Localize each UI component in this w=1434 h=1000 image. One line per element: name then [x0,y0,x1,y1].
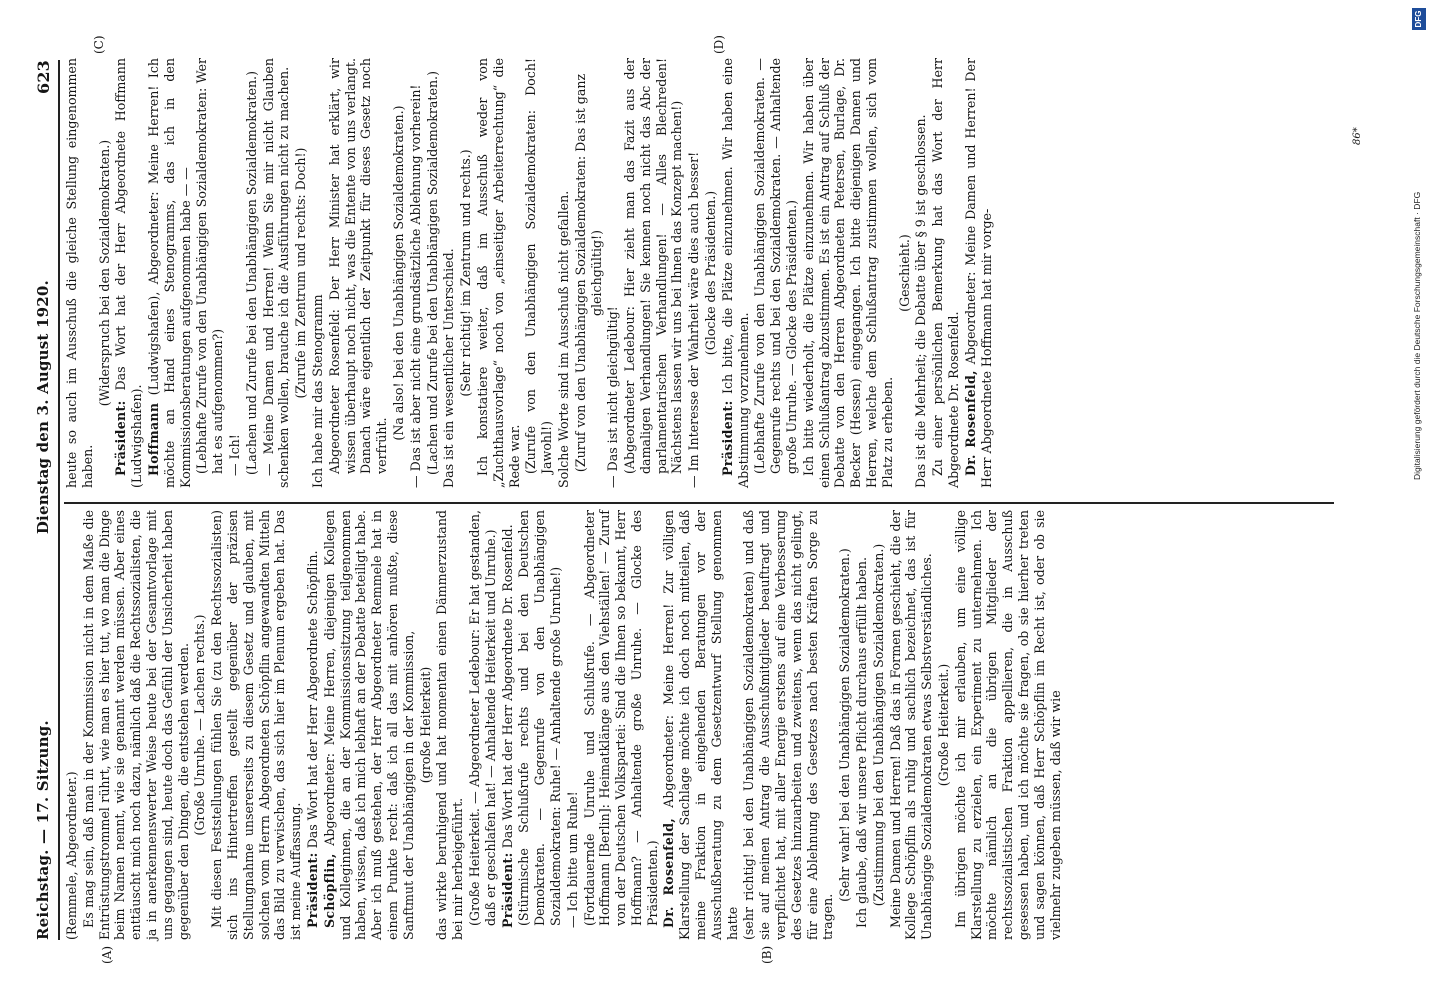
interjection: (Zustimmung bei den Unabhängigen Sozialdemokraten.) [870,543,886,907]
speech-paragraph [720,58,752,488]
paragraph: (sehr richtig! bei den Unabhängigen Sozialdemokraten) und daß sie auf meinen Antrag die Ausschußmitglieder beauftragt und verpflichtet hat, mit aller Energie erstens auf eine Verbesserung des Gesetzes hinzuarbeiten und zweitens, wenn das nicht gelingt, für eine Ablehnung des Gesetzes nach besten Kräften Sorge zu tragen. [741,510,836,940]
interjection: (Lachen und Zurufe bei den Unabhängigen Sozialdemokraten.) [243,71,259,475]
speech-paragraph [146,58,193,488]
paragraph: — Ich! [226,434,242,476]
paragraph: Zu einer persönlichen Bemerkung hat das Wort der Herr Abgeordnete Dr. Rosenfeld. [930,58,962,488]
speech-paragraph [113,58,145,488]
interjection: (Zurufe von den Unabhängigen Sozialdemokraten: Doch! Jawohl!) [523,58,555,474]
interjection: (Glocke des Präsidenten.) [703,190,719,356]
paragraph: — Das ist nicht gleichgültig! [605,306,621,488]
paragraph: — Im Interesse der Wahrheit wäre dies auch besser! [686,151,702,488]
paragraph: Ich glaube, daß wir unsere Pflicht durchaus erfüllt haben. [854,557,870,928]
speech-text: Das Wort hat der Herr Abgeordnete Schöpflin. [304,550,320,853]
paragraph: Meine Damen und Herren! Daß das in Formen geschieht, die der Kollege Schöpflin als ruhig und sachlich bezeichnet, das ist für Unabhängige Sozialdemokraten etwas Selbstverständliches. [887,510,935,940]
column-divider [64,502,1334,504]
left-column [64,510,1064,940]
speech-paragraph [963,58,995,488]
speech-paragraph [305,510,321,940]
header-center: Dienstag den 3. August 1920. [34,280,52,535]
interjection: (Lebhafte Zurufe von den Unabhängigen Sozialdemokraten: Wer hat es aufgenommen?) [194,58,226,474]
interjection: (Fortdauernde Unruhe und Schlußrufe. — Abgeordneter Hoffmann [Berlin]: Heimatklänge aus den Viehställen! — Zuruf von der Deutschen Volkspartei: Sind die Ihnen so bekannt, Herr Hoffmann? — Anhaltende große Unruhe. — Glocke des Präsidenten.) [581,510,660,926]
paragraph: — Das ist aber nicht eine grundsätzliche Ablehnung vorherein! [407,84,423,488]
speaker-name: Präsident: [719,400,735,476]
margin-marker-d: (D) [712,35,726,54]
digitization-note: Digitalisierung gefördert durch die Deutsche Forschungsgemeinschaft · DFG [1412,191,1422,480]
speech-text: Abgeordneter: Meine Herren! Zur völligen Klarstellung der Sachlage möchte ich doch noch mitteilen, daß meine Fraktion in eingehenden Beratungen vor der Ausschußberatung zu dem Gesetzentwurf Stellung genommen hatte [661,510,740,940]
interjection: (Zurufe im Zentrum und rechts: Doch!) [293,147,309,399]
paragraph: das wirkte beruhigend und hat momentan einen Dämmerzustand bei mir herbeigeführt. [434,510,466,940]
interjection: (Sehr richtig! im Zentrum und rechts.) [458,149,474,397]
interjection: (Stürmische Schlußrufe rechts und bei den Deutschen Demokraten. — Gegenrufe von den Unabhängigen Sozialdemokraten: Ruhe! — Anhaltende große Unruhe!) [516,510,563,926]
speaker-name: Dr. Rosenfeld, [661,817,677,928]
speech-text: Ich bitte, die Plätze einzunehmen. Wir haben eine Abstimmung vorzunehmen. [719,58,751,488]
interjection: (Zuruf von den Unabhängigen Sozialdemokraten: Das ist ganz gleichgültig!) [572,73,604,473]
interjection: (Na also! bei den Unabhängigen Sozialdemokraten.) [390,105,406,441]
paragraph: heute so auch im Ausschuß die gleiche Stellung eingenommen haben. [64,58,95,488]
paragraph: Das ist die Mehrheit; die Debatte über § 9 ist geschlossen. [913,114,929,488]
interjection: (Lebhafte Zurufe von den Unabhängigen Sozialdemokraten. — Gegenrufe rechts und bei den Sozialdemokraten. — Anhaltende große Unruhe. — Glocke des Präsidenten.) [752,58,800,474]
interjection: (Große Heiterkeit.) [936,663,952,787]
paragraph: Mit diesen Feststellungen fühlen Sie (zu den Rechtssozialisten) sich ins Hintertreffen gestellt gegenüber der präzisen Stellungnahme unsererseits zu diesem Gesetz und glauben, mit solchen vom Herrn Abgeordneten Schöpflin angewandten Mitteln das Bild zu verwischen, das sich hier im Plenum ergeben hat. Das ist meine Auffassung. [209,510,304,940]
interjection: (große Heiterkeit) [417,666,433,784]
margin-marker-c: (C) [92,35,106,54]
paragraph: — Meine Damen und Herren! Wenn Sie mir nicht Glauben schenken wollen, brauche ich die Ausführungen nicht zu machen. [260,58,292,488]
speech-paragraph [500,510,516,940]
page-header [28,60,60,940]
page-signature-mark: 86* [1352,127,1363,145]
paragraph: Ich bitte wiederholt, die Plätze einzunehmen. Wir haben über einen Schlußantrag abzustimmen. Es ist ein Antrag auf Schluß der Debatte von den Herren Abgeordneten Petersen, Burlage, Dr. Becker (Hessen) eingegangen. Ich bitte diejenigen Damen und Herren, welche dem Schlußantrag zustimmen wollen, sich vom Platz zu erheben. [800,58,895,488]
stenogram-quote: Abgeordneter Rosenfeld: Der Herr Minister hat erklärt, wir wissen überhaupt noch nicht, was die Entente von uns verlangt. Danach wäre eigentlich der Zeitpunkt für dieses Gesetz noch verfrüht. [326,58,390,474]
paragraph: Es mag sein, daß man in der Kommission nicht in dem Maße die Entrüstungstrommel rührt, wie man es hier tut, wo man die Dinge beim Namen nennt, wie sie genannt werden müssen. Aber eines enttäuscht mich noch dazu, nämlich daß die Rechtssozialisten, die ja in anerkennenswerter Weise heute bei der Gesamtvorlage mit uns gegangen sind, heute doch das Gefühl der Unsicherheit haben gegenüber den Dingen, die entstehen werden. [80,510,191,940]
speech-text: Das Wort hat der Herr Abgeordnete Dr. Rosenfeld. [499,524,515,853]
paragraph: Solche Worte sind im Ausschuß nicht gefallen. [555,190,571,488]
interjection: (Abgeordneter Ledebour: Hier zieht man das Fazit aus der damaligen Verhandlungen! Sie kennen noch nicht das Abc der parlamentarischen Verhandlungen! — Alles Blechreden! Nächstens lassen wir uns bei Ihnen das Konzept machen!) [622,58,685,474]
interjection: (Lachen und Zurufe bei den Unabhängigen Sozialdemokraten.) [424,71,440,475]
paragraph: Das ist ein wesentlicher Unterschied. [441,248,457,488]
interjection: (Große Heiterkeit. — Abgeordneter Ledebour: Er hat gestanden, daß er geschlafen hat! — Anhaltende Heiterkeit und Unruhe.) [466,510,498,926]
margin-marker-a: (A) [100,945,114,964]
right-column [64,58,995,488]
interjection: (Große Unruhe. — Lachen rechts.) [192,614,208,836]
speech-text: Das Wort hat der Herr Abgeordnete Hoffmann (Ludwigshafen). [113,58,145,488]
margin-marker-b: (B) [760,945,774,964]
speaker-name: Präsident: [113,400,129,476]
speaker-name: Präsident: [304,852,320,928]
speech-paragraph [661,510,740,940]
interjection: (Sehr wahr! bei den Unabhängigen Sozialdemokraten.) [837,548,853,902]
dfg-logo-icon: DFG [1412,8,1426,30]
page-number: 623 [33,60,53,95]
speaker-name: Schöpflin, [321,853,337,928]
speech-paragraph [322,510,417,940]
speech-text: Abgeordneter: Meine Herren, diejenigen Kollegen und Kolleginnen, die an der Kommissionssitzung teilgenommen haben, wissen, daß ich mich lebhaft an der Debatte beteiligt habe. Aber ich muß gestehen, der Herr Abgeordneter Remmele hat in einem Punkte recht: daß ich all das mit anhören mußte, diese Sanftmut der Unabhängigen in der Kommission, [321,510,416,940]
paragraph: Ich habe mir das Stenogramm [309,294,325,488]
paragraph: Im übrigen möchte ich mir erlauben, um eine völlige Klarstellung zu erzielen, ein Experiment zu unternehmen. Ich möchte nämlich an die übrigen Mitglieder der rechtssozialistischen Fraktion appellieren, die in Ausschuß gesessen haben, und ich möchte sie fragen, ob sie hierher treten und sagen können, daß Herr Schöpflin im Recht ist, oder ob sie vielmehr zugeben müssen, daß wir wie [952,510,1063,940]
speech-text: (Ludwigshafen), Abgeordneter: Meine Herren! Ich möchte an Hand eines Stenogramms, das ich in den Kommissionsberatungen aufgenommen habe — — [145,58,193,488]
paragraph: Ich konstatiere weiter, daß im Ausschuß weder von „Zuchthausvorlage“ noch von „einseitiger Arbeiterrechtung“ die Rede war. [474,58,522,488]
paragraph: — Ich bitte um Ruhe! [564,791,580,928]
interjection: (Geschieht.) [896,234,912,312]
speaker-name: Dr. Rosenfeld, [962,370,978,476]
speaker-name: Hoffmann [145,402,161,476]
speaker-name: Präsident: [499,852,515,928]
speaker-attribution: (Remmele, Abgeordneter.) [64,771,79,940]
speech-text: Abgeordneter: Meine Damen und Herren! Der Herr Abgeordnete Hoffmann hat mir vorge- [962,58,994,488]
header-left: Reichstag. — 17. Sitzung. [34,720,52,940]
interjection: (Widerspruch bei den Sozialdemokraten.) [96,139,112,407]
